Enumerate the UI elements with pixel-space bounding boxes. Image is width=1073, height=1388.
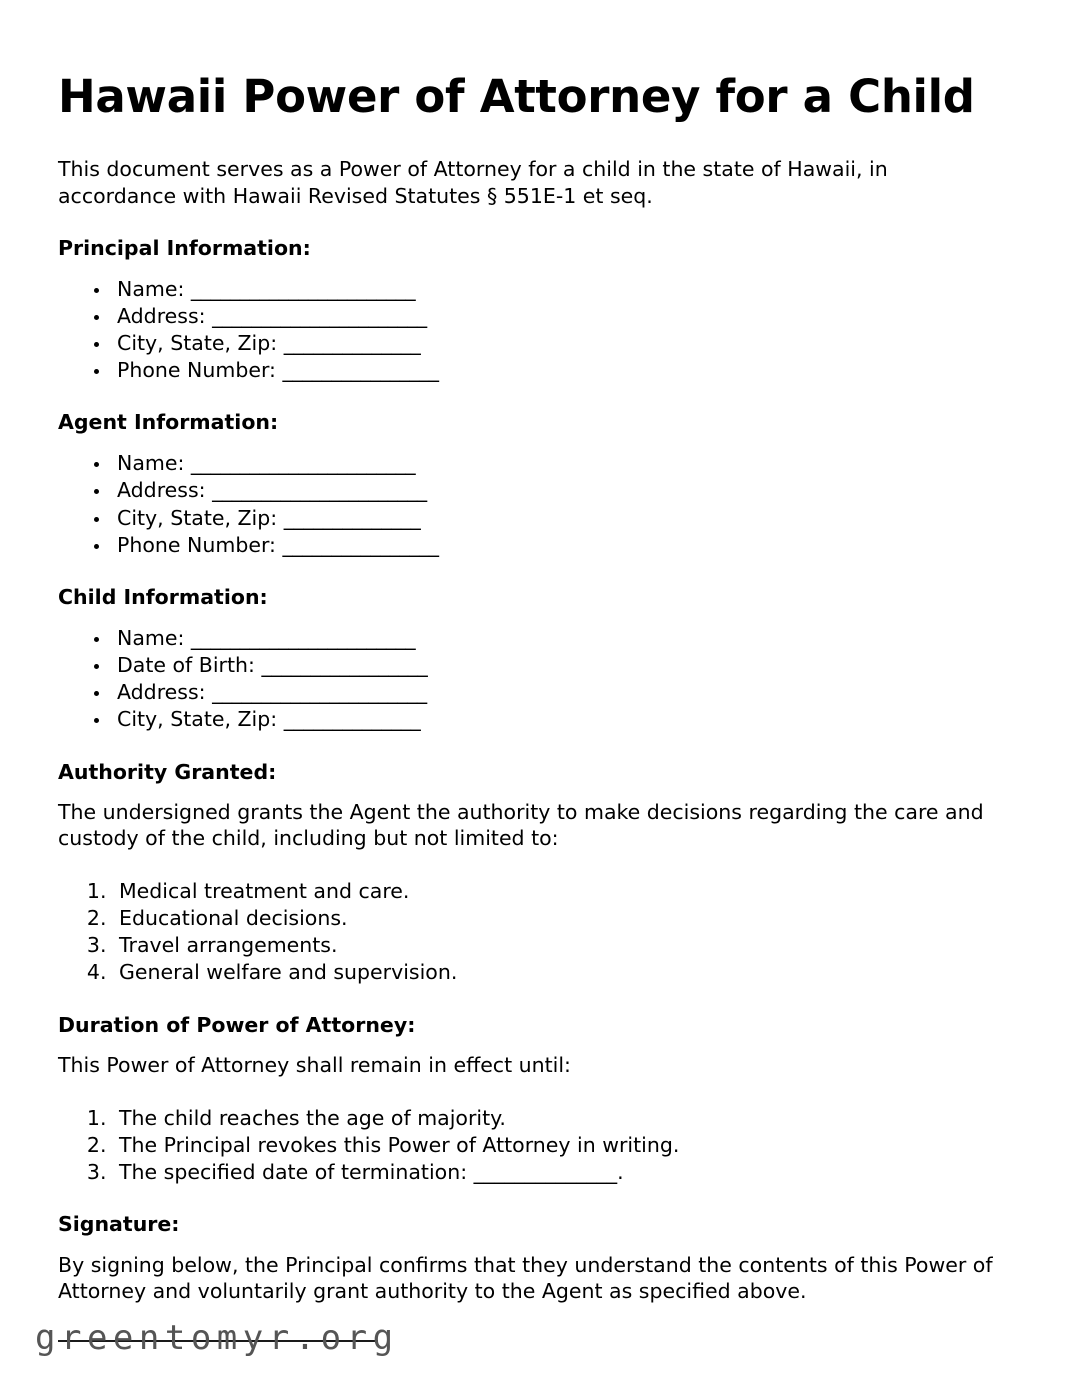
list-item [111, 505, 1009, 531]
principal-information-heading: Principal Information: [58, 235, 311, 260]
list-item [111, 625, 1009, 651]
duration-item-list [58, 1105, 1009, 1186]
list-item: 1. The child reaches the age of majority. [113, 1105, 1009, 1131]
list-item [111, 477, 1009, 503]
field-blank[interactable]: ______________ [283, 707, 421, 732]
list-item [111, 450, 1009, 476]
field-label: Address: [117, 680, 206, 705]
field-label: Name: [117, 625, 185, 650]
authority-granted-heading: Authority Granted: [58, 759, 277, 784]
field-label: City, State, Zip: [117, 707, 278, 732]
authority-item-list [58, 878, 1009, 986]
field-blank[interactable]: ______________ [283, 505, 421, 530]
field-label: City, State, Zip: [117, 505, 278, 530]
field-blank[interactable]: ______________________ [212, 680, 427, 705]
field-label: Phone Number: [117, 532, 276, 557]
field-blank[interactable]: _______________________ [190, 276, 416, 301]
agent-information-heading: Agent Information: [58, 410, 279, 435]
page-title: Hawaii Power of Attorney for a Child [58, 70, 975, 123]
list-item [111, 330, 1009, 356]
list-item: 4. General welfare and supervision. [113, 959, 1009, 985]
list-item [111, 303, 1009, 329]
field-blank[interactable]: ________________ [282, 358, 439, 383]
list-item: 3. Travel arrangements. [113, 932, 1009, 958]
list-item: 2. Educational decisions. [113, 905, 1009, 931]
list-item[interactable]: 3. The specified date of termination: ______________. [113, 1159, 1009, 1185]
duration-intro-paragraph: This Power of Attorney shall remain in effect until: [58, 1053, 571, 1078]
list-item [111, 652, 1009, 678]
field-blank[interactable]: _______________________ [190, 451, 416, 476]
principal-field-list [58, 276, 1009, 384]
agent-field-list [58, 450, 1009, 558]
list-item: 2. The Principal revokes this Power of Attorney in writing. [113, 1132, 1009, 1158]
field-blank[interactable]: _________________ [261, 652, 428, 677]
field-label: Name: [117, 276, 185, 301]
field-label: Address: [117, 478, 206, 503]
field-blank[interactable]: _______________________ [190, 625, 416, 650]
field-blank[interactable]: ________________ [282, 532, 439, 557]
authority-intro-paragraph: The undersigned grants the Agent the authority to make decisions regarding the care and custody of the child, including but not limited to: [58, 800, 984, 851]
signature-statement: By signing below, the Principal confirms that they understand the contents of this Power of Attorney and voluntarily grant authority to the Agent as specified above. [58, 1252, 993, 1304]
child-information-heading: Child Information: [58, 585, 268, 610]
duration-heading: Duration of Power of Attorney: [58, 1012, 416, 1037]
field-blank[interactable]: ______________________ [212, 303, 427, 328]
list-item: 1. Medical treatment and care. [113, 878, 1009, 904]
list-item [111, 357, 1009, 383]
footer-watermark: greentomyr.org [35, 1318, 399, 1358]
field-blank[interactable]: ______________ [283, 330, 421, 355]
list-item [111, 276, 1009, 302]
child-field-list [58, 625, 1009, 733]
list-item [111, 532, 1009, 558]
list-item [111, 706, 1009, 732]
field-blank[interactable]: ______________________ [212, 478, 427, 503]
signature-heading: Signature: [58, 1212, 180, 1237]
field-label: Address: [117, 303, 206, 328]
field-label: Phone Number: [117, 358, 276, 383]
intro-paragraph: This document serves as a Power of Attorney for a child in the state of Hawaii, in accordance with Hawaii Revised Statutes § 551E-1 et seq. [58, 157, 888, 208]
field-label: City, State, Zip: [117, 330, 278, 355]
field-label: Date of Birth: [117, 652, 255, 677]
list-item [111, 679, 1009, 705]
field-label: Name: [117, 451, 185, 476]
